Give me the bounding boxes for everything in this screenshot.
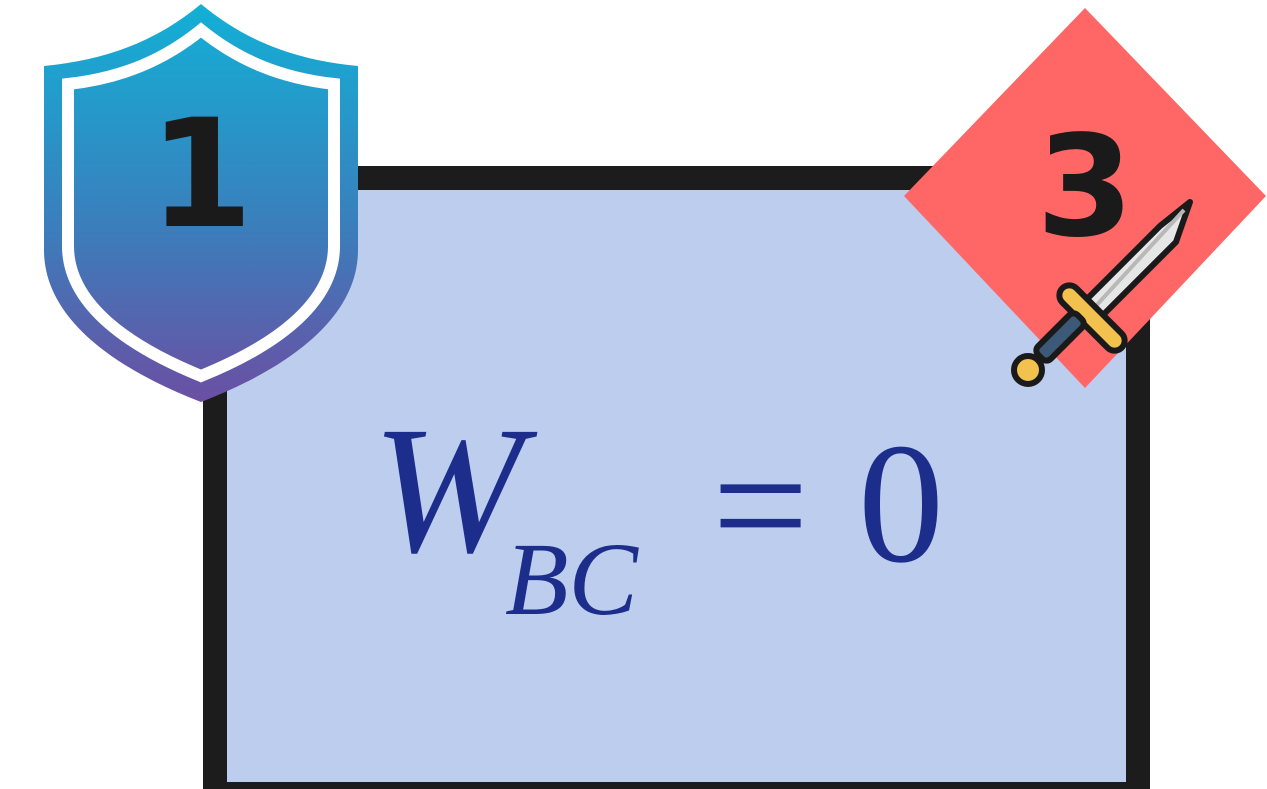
diamond-number: 3 xyxy=(1036,106,1134,269)
shield-number: 1 xyxy=(148,88,254,262)
equation-operator: = xyxy=(712,411,810,601)
equation-value: 0 xyxy=(858,409,944,599)
equation-subscript: BC xyxy=(505,522,638,637)
sword-icon xyxy=(1004,196,1200,392)
equation-variable: W xyxy=(372,390,524,591)
